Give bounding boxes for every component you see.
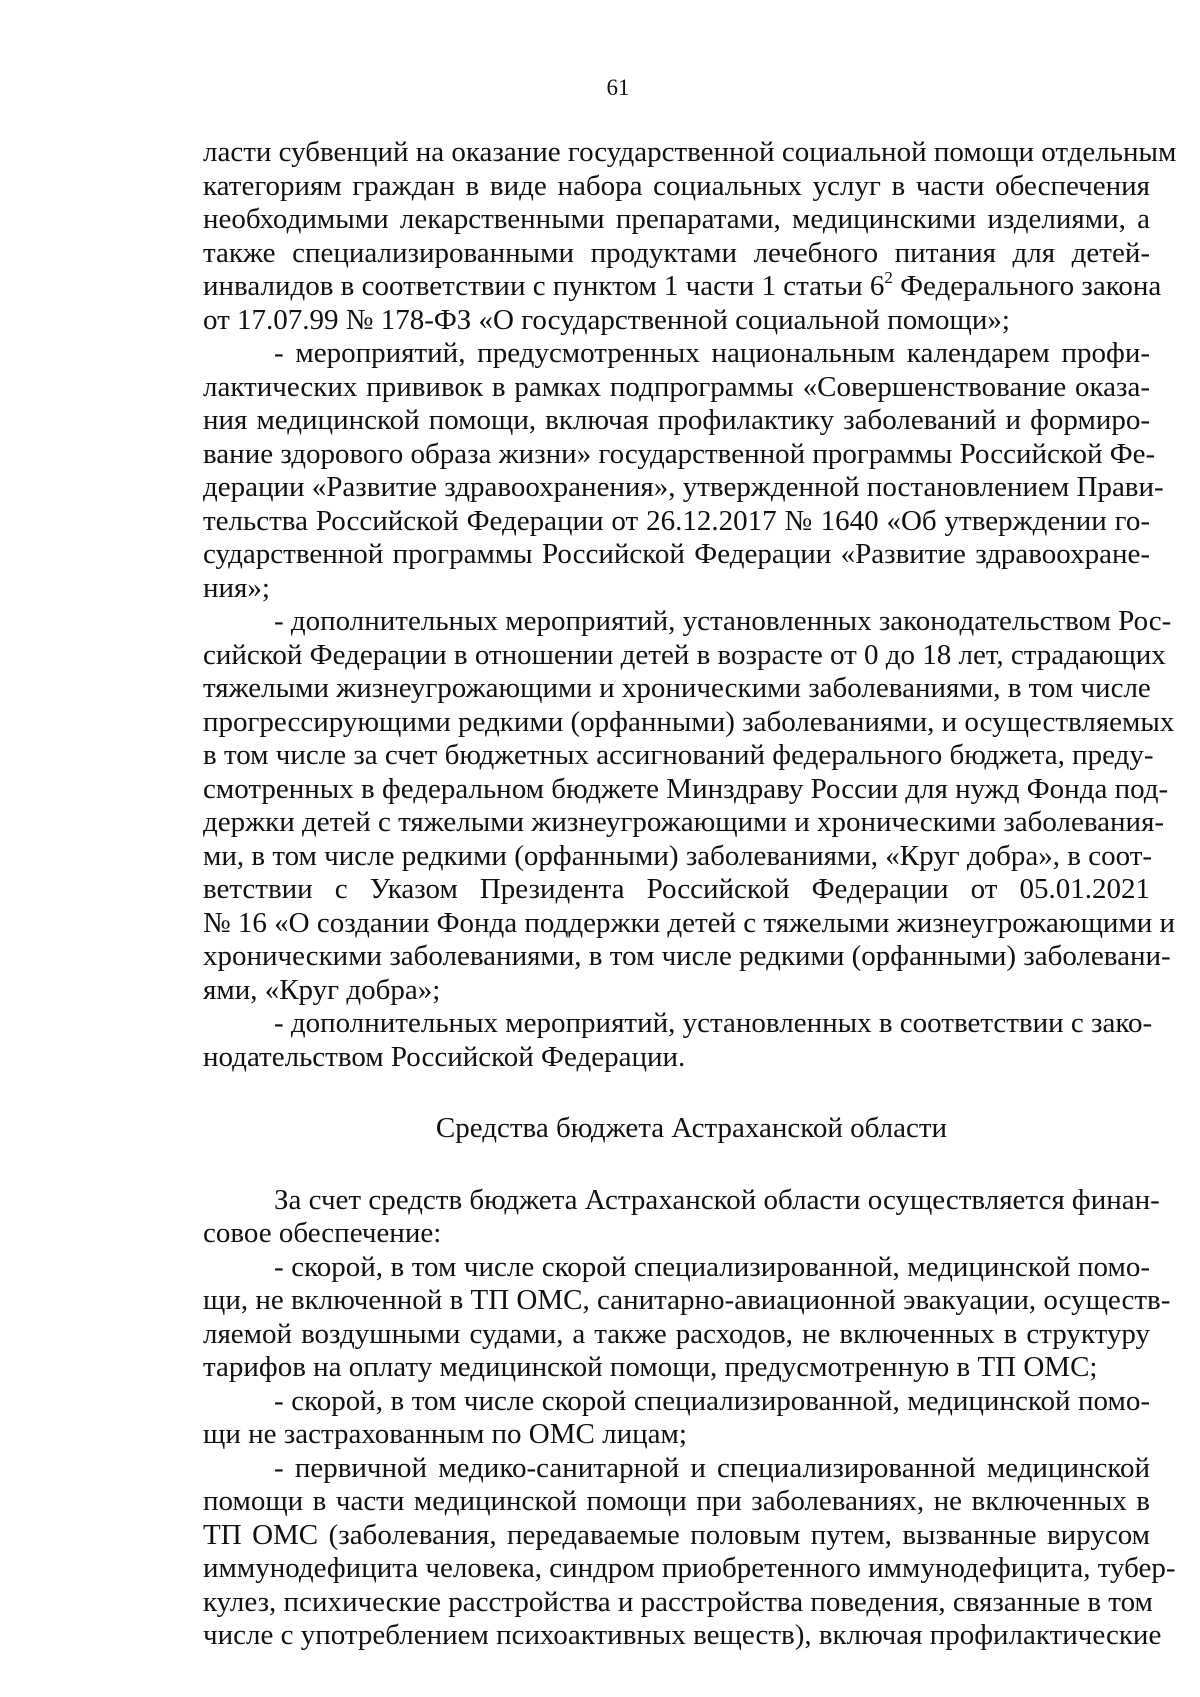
paragraph-additional-measures (203, 1007, 1153, 1074)
paragraph-emergency-care (203, 1250, 1171, 1385)
text-line: - скорой, в том числе скорой специализированной, медицинской помо- (274, 1384, 1150, 1417)
paragraph-vaccination-calendar (203, 337, 1164, 605)
text-line: вание здорового образа жизни» государственной программы Российской Фе- (203, 437, 1156, 470)
text-line: сударственной программы Российской Федерации «Развитие здравоохране- (203, 538, 1150, 570)
text-line: кулез, психические расстройства и расстройства поведения, связанные в том (203, 1585, 1153, 1618)
text-line: в том числе за счет бюджетных ассигнований федерального бюджета, преду- (203, 739, 1154, 771)
paragraph-krug-dobra (203, 605, 1176, 1007)
text-line: держки детей с тяжелыми жизнеугрожающими и хроническими заболевания- (203, 806, 1165, 838)
paragraph-uninsured-emergency (203, 1385, 1150, 1452)
text-line: - первичной медико-санитарной и специализированной медицинской (274, 1451, 1150, 1484)
text-line: № 16 «О создании Фонда поддержки детей с тяжелыми жизнеугрожающими и (203, 906, 1176, 939)
text-line: ТП ОМС (заболевания, передаваемые половым путем, вызванные вирусом (203, 1518, 1150, 1551)
text-line (203, 268, 1162, 304)
text-line: также специализированными продуктами лечебного питания для детей- (203, 236, 1150, 269)
text-line: ния медицинской помощи, включая профилактику заболеваний и формиро- (203, 404, 1150, 436)
text-line: - дополнительных мероприятий, установленных в соответствии с зако- (274, 1007, 1153, 1039)
text-line: - скорой, в том числе скорой специализированной, медицинской помо- (274, 1250, 1150, 1283)
text-line: щи не застрахованным по ОМС лицам; (203, 1418, 687, 1450)
text-line: тарифов на оплату медицинской помощи, предусмотренную в ТП ОМС; (203, 1351, 1098, 1383)
text-line: числе с употреблением психоактивных веществ), включая профилактические (203, 1619, 1162, 1651)
text-line: необходимыми лекарственными препаратами, медицинскими изделиями, а (203, 203, 1150, 235)
text-fragment: Федерального закона (892, 270, 1162, 302)
text-line: нодательством Российской Федерации. (203, 1040, 686, 1073)
text-line: сийской Федерации в отношении детей в возрасте от 0 до 18 лет, страдающих (203, 638, 1166, 671)
text-line: ми, в том числе редкими (орфанными) заболеваниями, «Круг добра», в соот- (203, 839, 1153, 872)
text-line: смотренных в федеральном бюджете Минздраву России для нужд Фонда под- (203, 772, 1169, 805)
text-line: - дополнительных мероприятий, установленных законодательством Рос- (274, 605, 1172, 637)
section-heading: Средства бюджета Астраханской области (435, 1112, 948, 1144)
text-line: тельства Российской Федерации от 26.12.2017 № 1640 «Об утверждении го- (203, 504, 1150, 537)
paragraph-regional-budget-intro (203, 1183, 1160, 1251)
text-line: дерации «Развитие здравоохранения», утвержденной постановлением Прави- (203, 471, 1164, 503)
text-line: тяжелыми жизнеугрожающими и хроническими заболеваниями, в том числе (203, 672, 1151, 704)
text-line: совое обеспечение: (203, 1217, 442, 1249)
text-line: ляемой воздушными судами, а также расходов, не включенных в структуру (203, 1317, 1150, 1350)
text-line: ласти субвенций на оказание государственной социальной помощи отдельным (203, 136, 1177, 168)
text-line: хроническими заболеваниями, в том числе редкими (орфанными) заболевани- (203, 940, 1171, 972)
text-line: категориям граждан в виде набора социальных услуг в части обеспечения (203, 169, 1150, 202)
text-line: прогрессирующими редкими (орфанными) заболеваниями, и осуществляемых (203, 705, 1175, 738)
paragraph-subventions (203, 136, 1177, 337)
text-line: от 17.07.99 № 178-ФЗ «О государственной социальной помощи»; (203, 303, 1010, 336)
document-body (203, 136, 1177, 1653)
text-line: ния»; (203, 571, 270, 604)
text-line: лактических прививок в рамках подпрограммы «Совершенствование оказа- (203, 370, 1150, 403)
text-line: ветствии с Указом Президента Российской Федерации от 05.01.2021 (203, 873, 1150, 905)
text-line: За счет средств бюджета Астраханской области осуществляется финан- (274, 1183, 1160, 1216)
text-line: - мероприятий, предусмотренных национальным календарем профи- (274, 337, 1150, 369)
text-line: помощи в части медицинской помощи при заболеваниях, не включенных в (203, 1485, 1150, 1517)
text-fragment: инвалидов в соответствии с пунктом 1 части 1 статьи 6 (203, 270, 885, 302)
superscript: 2 (884, 268, 893, 287)
paragraph-primary-specialized-care (203, 1451, 1176, 1653)
text-line: ями, «Круг добра»; (203, 973, 441, 1006)
page-number: 61 (606, 75, 630, 100)
text-line: щи, не включенной в ТП ОМС, санитарно-авиационной эвакуации, осуществ- (203, 1284, 1171, 1316)
text-line: иммунодефицита человека, синдром приобретенного иммунодефицита, тубер- (203, 1552, 1176, 1584)
